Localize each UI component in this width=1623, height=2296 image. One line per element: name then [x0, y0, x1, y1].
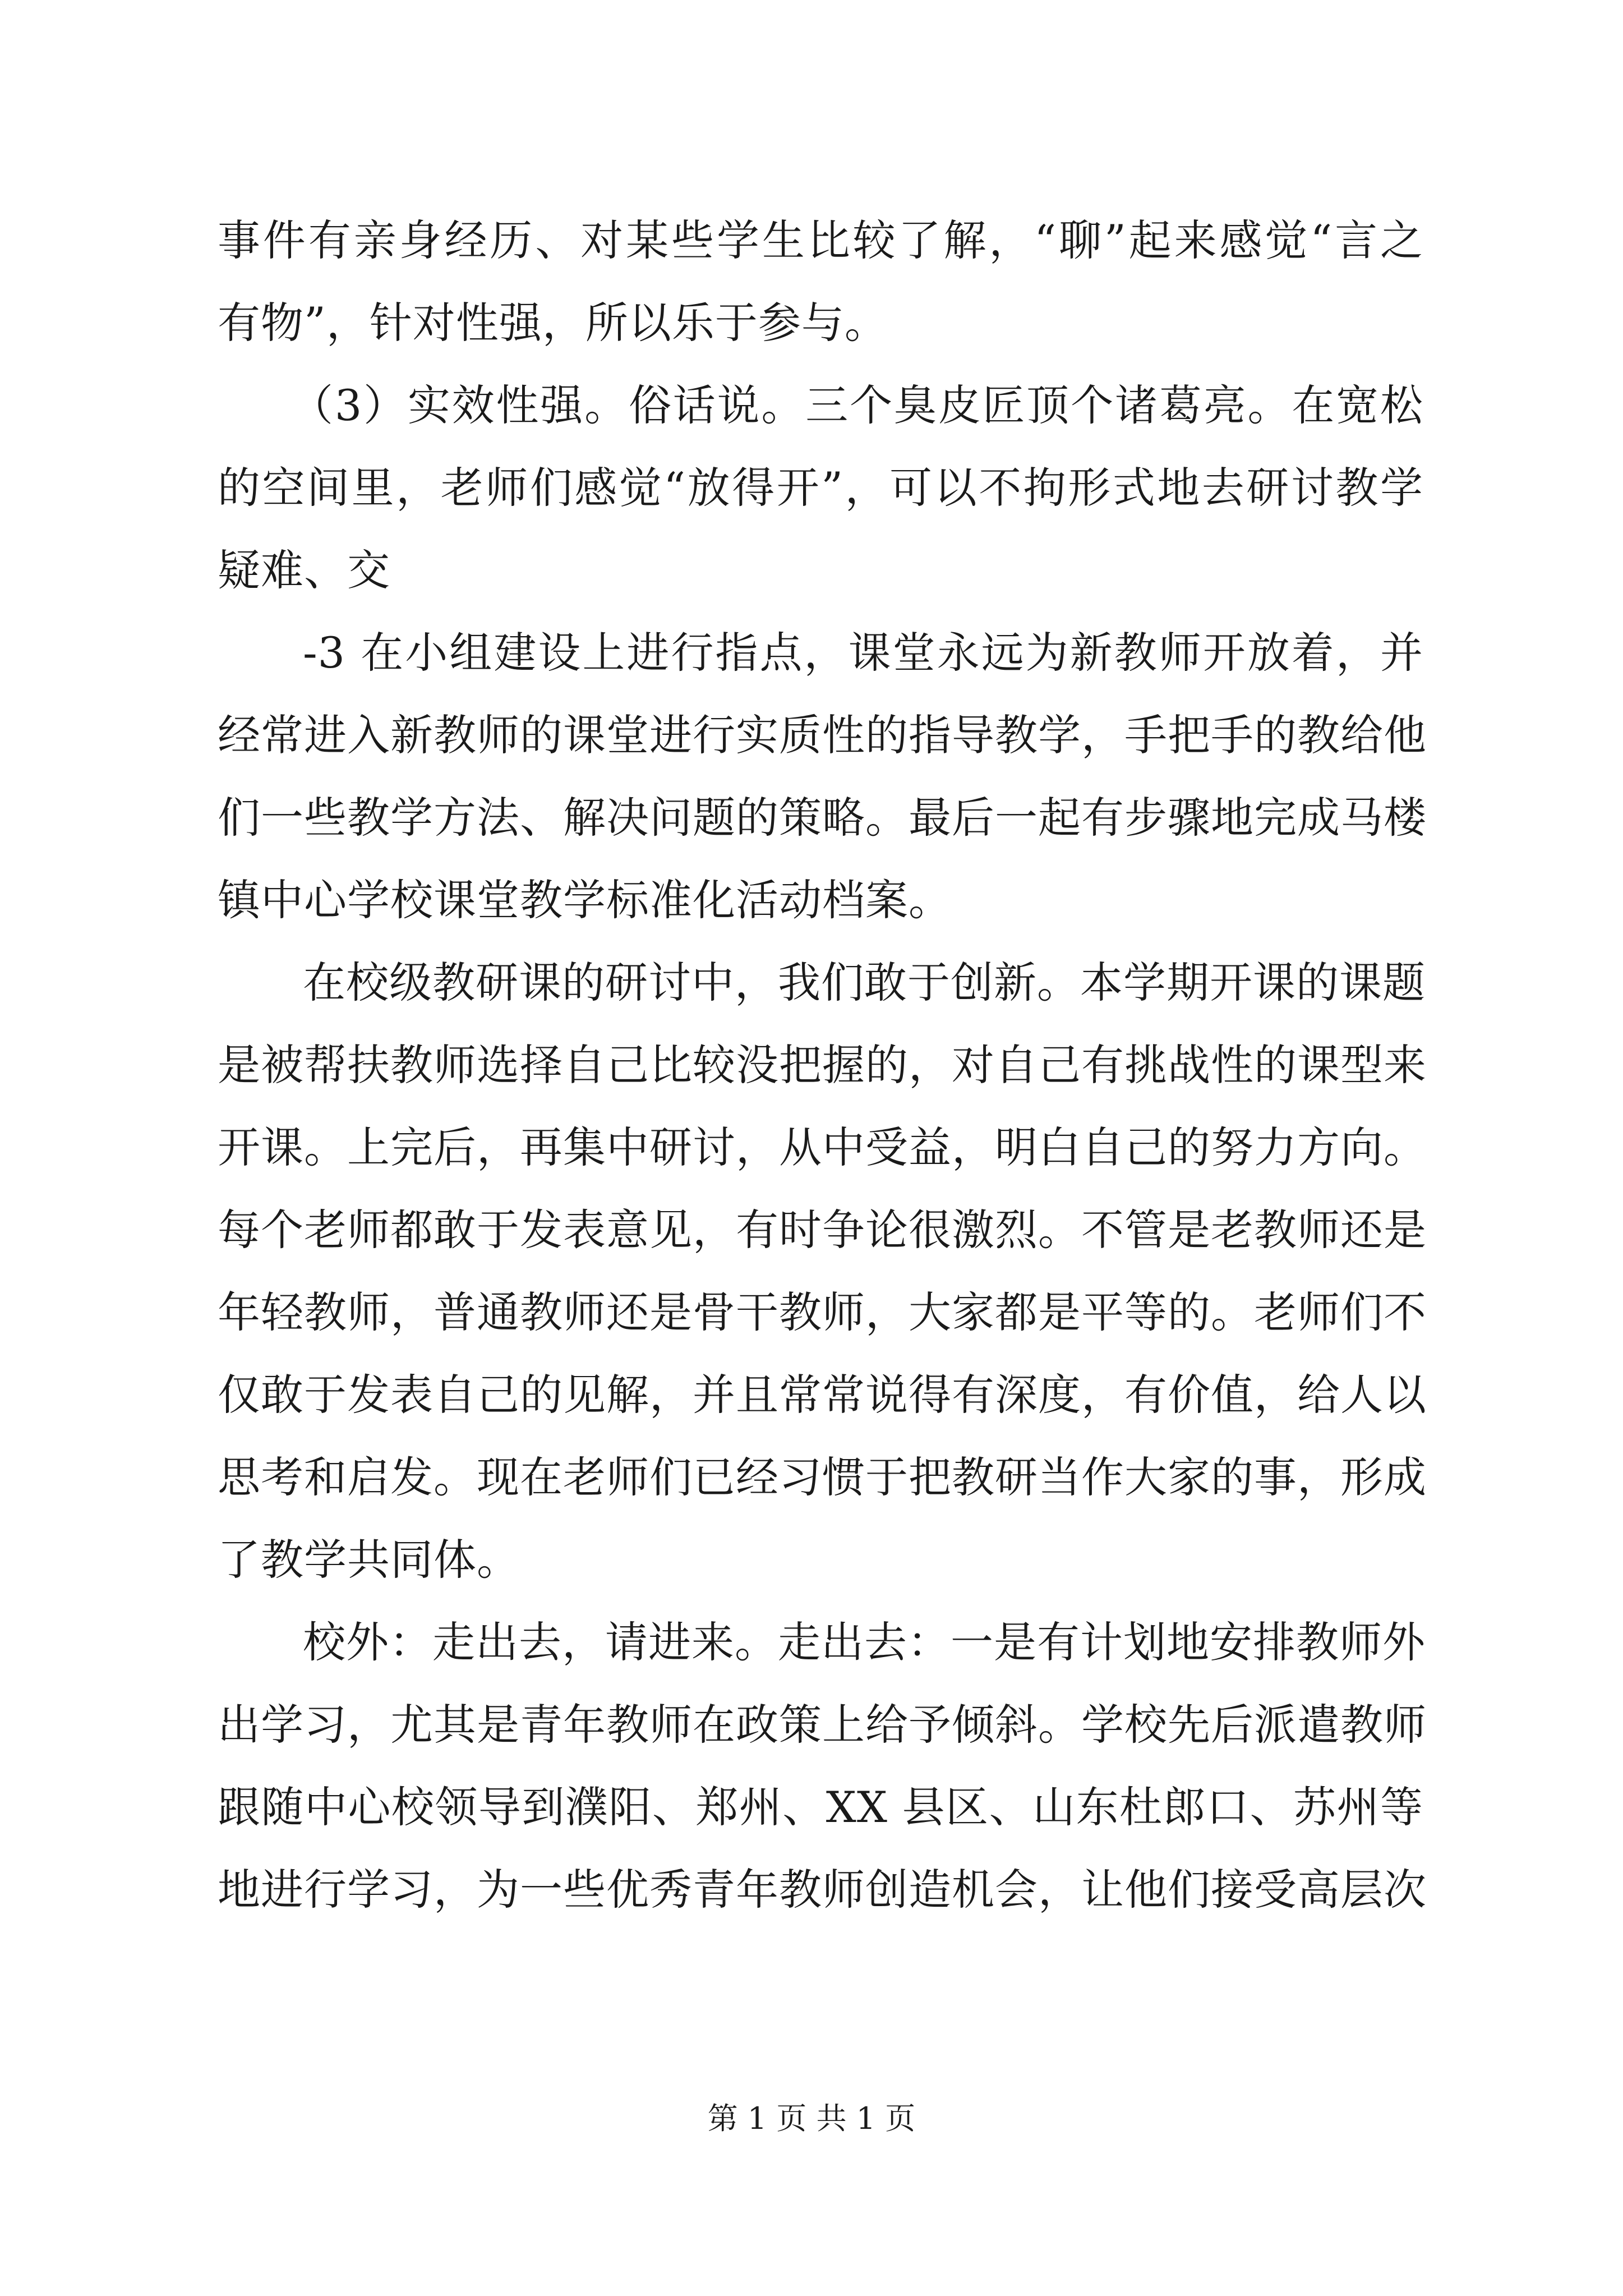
- text-line: 了教学共同体。: [218, 1535, 520, 1585]
- text-line: 出学习，尤其是青年教师在政策上给予倾斜。学校先后派遣教师: [218, 1700, 1427, 1750]
- text-line: 是被帮扶教师选择自己比较没把握的，对自己有挑战性的课型来: [218, 1040, 1427, 1090]
- text-line: 仅敢于发表自己的见解，并且常常说得有深度，有价值，给人以: [218, 1370, 1427, 1420]
- paragraph: [218, 611, 1427, 941]
- text-line: 跟随中心校领导到濮阳、郑州、XX 县区、山东杜郎口、苏州等: [218, 1782, 1423, 1832]
- paragraph: [218, 364, 1423, 611]
- text-line: 开课。上完后，再集中研讨，从中受益，明白自己的努力方向。: [218, 1122, 1427, 1172]
- text-line: 思考和启发。现在老师们已经习惯于把教研当作大家的事，形成: [218, 1452, 1427, 1502]
- text-line: （3）实效性强。俗话说。三个臭皮匠顶个诸葛亮。在宽松: [291, 380, 1423, 430]
- text-line: 地进行学习，为一些优秀青年教师创造机会，让他们接受高层次: [218, 1865, 1427, 1915]
- text-line: 们一些教学方法、解决问题的策略。最后一起有步骤地完成马楼: [218, 793, 1427, 843]
- text-line: 年轻教师，普通教师还是骨干教师，大家都是平等的。老师们不: [218, 1287, 1427, 1337]
- text-line: 的空间里，老师们感觉“放得开”，可以不拘形式地去研讨教学: [218, 463, 1423, 513]
- text-line: 有物”，针对性强，所以乐于参与。: [218, 298, 888, 348]
- text-line: 每个老师都敢于发表意见，有时争论很激烈。不管是老教师还是: [218, 1205, 1427, 1255]
- paragraph: [218, 199, 1423, 364]
- text-line: 经常进入新教师的课堂进行实质性的指导教学，手把手的教给他: [218, 710, 1427, 760]
- paragraph: [218, 941, 1427, 1601]
- page-footer: 第 1 页 共 1 页: [707, 2101, 916, 2136]
- text-line: 在校级教研课的研讨中，我们敢于创新。本学期开课的课题: [303, 958, 1426, 1007]
- paragraph: [218, 1601, 1427, 1931]
- body-text: [218, 199, 1427, 1931]
- text-line: 疑难、交: [218, 545, 390, 595]
- text-line: -3 在小组建设上进行指点，课堂永远为新教师开放着，并: [303, 628, 1423, 678]
- text-line: 事件有亲身经历、对某些学生比较了解，“聊”起来感觉“言之: [218, 215, 1423, 265]
- text-line: 镇中心学校课堂教学标准化活动档案。: [218, 875, 952, 925]
- text-line: 校外：走出去，请进来。走出去：一是有计划地安排教师外: [303, 1617, 1426, 1667]
